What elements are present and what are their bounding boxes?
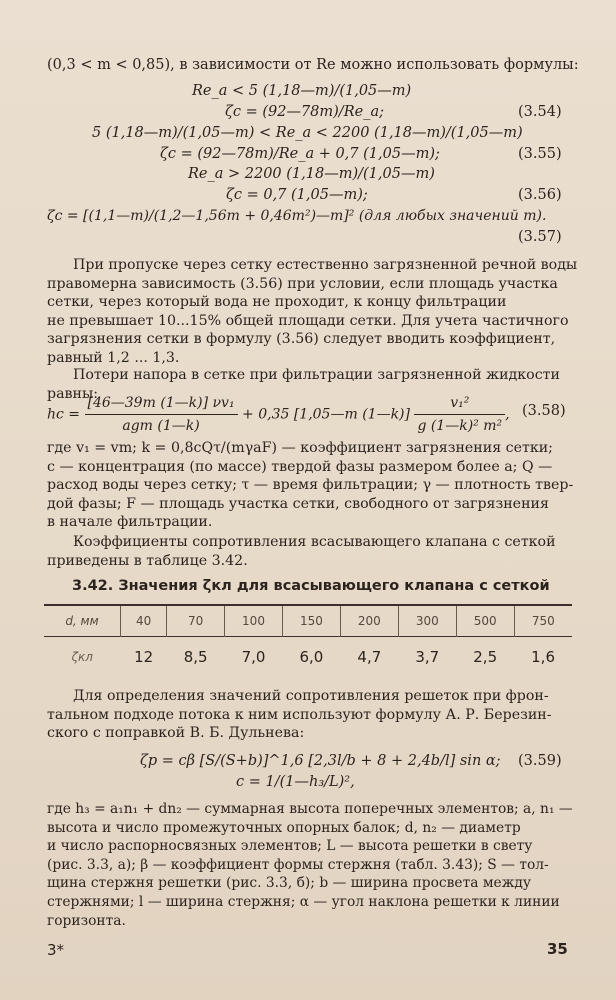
equation-number: (3.56) bbox=[518, 187, 562, 203]
equation-number: (3.58) bbox=[522, 403, 566, 419]
formula-line: ζp = cβ [S/(S+b)]^1,6 [2,3l/b + 8 + 2,4b/l] sin α; bbox=[140, 753, 501, 769]
signature-mark: 3* bbox=[47, 941, 65, 959]
text-line: дой фазы; F — площадь участка сетки, свободного от загрязнения bbox=[47, 495, 549, 512]
table-header-rule bbox=[44, 636, 572, 644]
intro-line: (0,3 < m < 0,85), в зависимости от Re можно использовать формулы: bbox=[47, 57, 579, 73]
text-line: где v₁ = vm; k = 0,8cQτ/(mγaF) — коэффициент загрязнения сетки; bbox=[47, 440, 553, 456]
text-line: равны: bbox=[47, 385, 99, 402]
equation-number: (3.57) bbox=[518, 229, 562, 245]
formula-line: c = 1/(1—h₃/L)², bbox=[236, 774, 355, 790]
table-cell: 7,0 bbox=[241, 648, 266, 666]
table-row-label: ζкл bbox=[71, 650, 93, 664]
table-header-cell: 70 bbox=[167, 606, 225, 636]
text-line: равный 1,2 ... 1,3. bbox=[47, 349, 180, 366]
table-header-cell: 500 bbox=[456, 606, 514, 636]
text-line: расход воды через сетку; τ — время фильтрации; γ — плотность твер- bbox=[47, 477, 574, 494]
table-cell: 2,5 bbox=[473, 648, 498, 666]
table-cell: 8,5 bbox=[183, 648, 208, 666]
text-line: правомерна зависимость (3.56) при условии, если площадь участка bbox=[47, 275, 558, 292]
paragraph bbox=[47, 800, 573, 930]
equation-3-58 bbox=[47, 392, 510, 437]
table-cell: 3,7 bbox=[415, 648, 440, 666]
table-cell: 4,7 bbox=[357, 648, 382, 666]
formula-line: ζc = [(1,1—m)/(1,2—1,56m + 0,46m²)—m]² (для любых значений m). bbox=[47, 208, 547, 224]
text-line: c — концентрация (по массе) твердой фазы размером более a; Q — bbox=[47, 458, 553, 475]
text-line: где h₃ = a₁n₁ + dn₂ — суммарная высота поперечных элементов; a, n₁ — bbox=[47, 801, 573, 817]
formula-line: ζc = (92—78m)/Re_a + 0,7 (1,05—m); bbox=[160, 146, 440, 162]
table-header-cell: d, мм bbox=[44, 606, 121, 636]
formula-line: Re_a < 5 (1,18—m)/(1,05—m) bbox=[192, 83, 412, 99]
fraction bbox=[414, 392, 505, 437]
text-line: Для определения значений сопротивления решеток при фрон- bbox=[73, 688, 549, 704]
text-line: При пропуске через сетку естественно загрязненной речной воды bbox=[73, 257, 578, 273]
text-line: высота и число промежуточных опорных балок; d, n₂ — диаметр bbox=[47, 819, 521, 836]
text-line: стержнями; l — ширина стержня; α — угол наклона решетки к линии bbox=[47, 893, 560, 910]
text-line: приведены в таблице 3.42. bbox=[47, 552, 248, 569]
paragraph bbox=[47, 256, 578, 368]
equation-number: (3.54) bbox=[518, 104, 562, 120]
table-row bbox=[44, 644, 572, 670]
equation-number: (3.59) bbox=[518, 753, 562, 769]
paragraph bbox=[47, 533, 567, 570]
fraction-denominator: agm (1—k) bbox=[122, 418, 200, 434]
paragraph bbox=[47, 687, 567, 743]
text-line: Коэффициенты сопротивления всасывающего клапана с сеткой bbox=[73, 534, 556, 550]
formula-line: ζc = (92—78m)/Re_a; bbox=[225, 104, 384, 120]
formula-line: 5 (1,18—m)/(1,05—m) < Re_a < 2200 (1,18—m)/(1,05—m) bbox=[92, 125, 523, 141]
formula-line: ζc = 0,7 (1,05—m); bbox=[226, 187, 368, 203]
table-header-cell: 40 bbox=[121, 606, 167, 636]
table-title: 3.42. Значения ζкл для всасывающего клапана с сеткой bbox=[72, 578, 550, 594]
table-cell: 1,6 bbox=[531, 648, 555, 666]
eq-middle: + 0,35 [1,05—m (1—k)] bbox=[242, 406, 410, 423]
text-line: и число распорносвязных элементов; L — высота решетки в свету bbox=[47, 838, 533, 855]
fraction-numerator: v₁² bbox=[414, 392, 505, 415]
table-header-cell: 100 bbox=[225, 606, 283, 636]
fraction bbox=[85, 392, 238, 437]
text-line: не превышает 10...15% общей площади сетки. Для учета частичного bbox=[47, 312, 569, 329]
table-header-cell: 750 bbox=[531, 613, 555, 628]
text-line: в начале фильтрации. bbox=[47, 514, 213, 531]
table-cell: 6,0 bbox=[299, 648, 324, 666]
text-line: ского с поправкой В. Б. Дульнева: bbox=[47, 725, 305, 742]
eq-end: , bbox=[505, 406, 510, 423]
fraction-numerator: [46—39m (1—k)] νv₁ bbox=[85, 392, 238, 415]
table-header-cell: 300 bbox=[398, 606, 456, 636]
text-line: горизонта. bbox=[47, 912, 126, 929]
table-header-cell: 150 bbox=[282, 606, 340, 636]
formula-line: Re_a > 2200 (1,18—m)/(1,05—m) bbox=[188, 166, 435, 182]
table-header-row bbox=[44, 606, 572, 636]
fraction-denominator: g (1—k)² m² bbox=[417, 418, 503, 434]
coefficients-table bbox=[44, 606, 572, 670]
equation-number: (3.55) bbox=[518, 146, 562, 162]
table-header-cell: 200 bbox=[340, 606, 398, 636]
text-line: сетки, через который вода не проходит, к концу фильтрации bbox=[47, 294, 507, 311]
text-line: Потери напора в сетке при фильтрации загрязненной жидкости bbox=[73, 367, 560, 383]
text-line: щина стержня решетки (рис. 3.3, б); b — ширина просвета между bbox=[47, 875, 532, 892]
text-line: тальном подходе потока к ним используют формулу А. Р. Березин- bbox=[47, 706, 552, 723]
table-cell: 12 bbox=[134, 648, 154, 666]
page-number: 35 bbox=[547, 940, 568, 958]
text-line: (рис. 3.3, а); β — коэффициент формы стержня (табл. 3.43); S — тол- bbox=[47, 856, 549, 873]
paragraph bbox=[47, 439, 574, 532]
eq-lhs: hc = bbox=[47, 406, 81, 423]
text-line: загрязнения сетки в формулу (3.56) следует вводить коэффициент, bbox=[47, 331, 556, 348]
